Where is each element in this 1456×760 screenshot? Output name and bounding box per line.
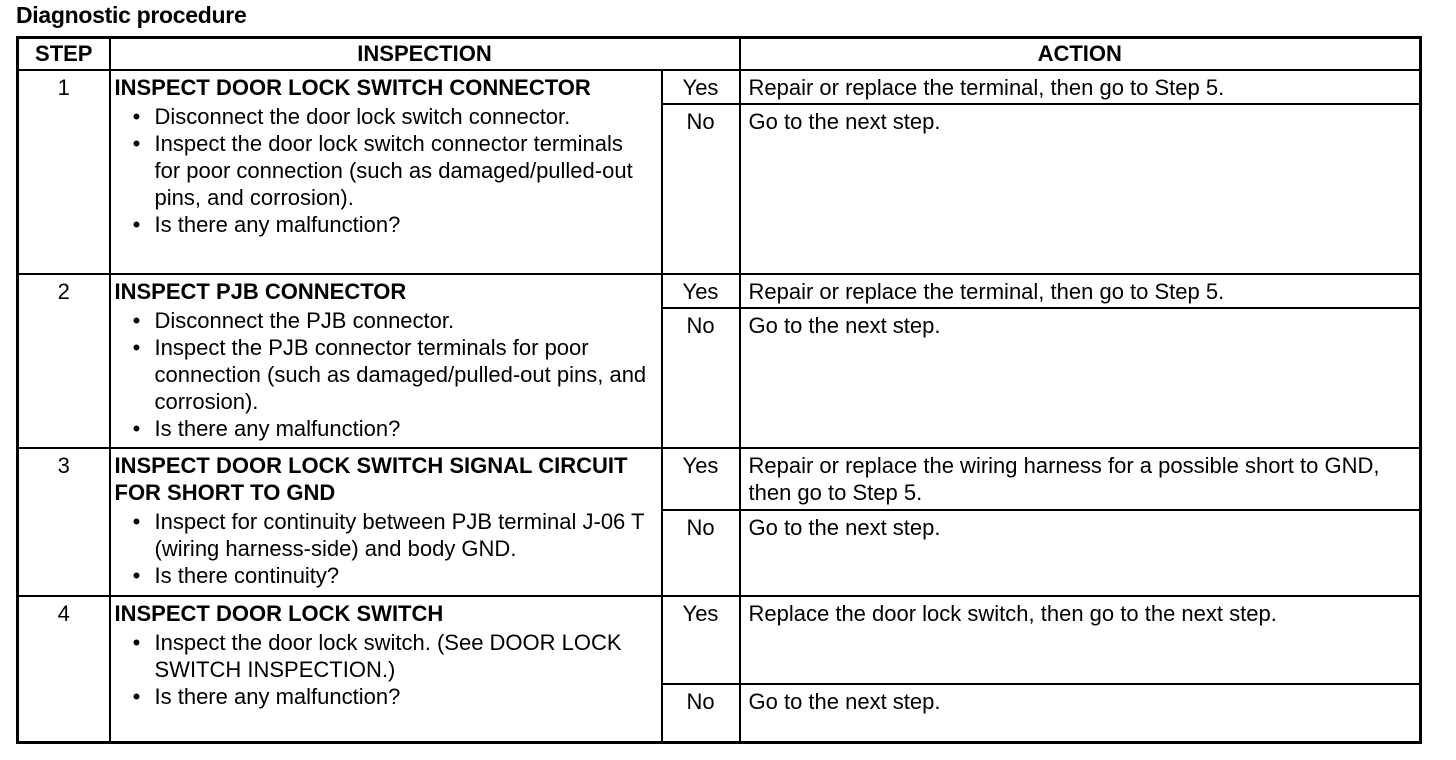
inspection-item: • Inspect for continuity between PJB terminal J-06 T (wiring harness-side) and body GND. xyxy=(127,508,651,562)
inspection-title: INSPECT DOOR LOCK SWITCH CONNECTOR xyxy=(114,75,591,100)
inspection-list xyxy=(115,307,651,442)
bullet-icon: • xyxy=(132,131,141,156)
inspection-list xyxy=(115,103,651,238)
step-number: 1 xyxy=(18,70,110,274)
inspection-title: INSPECT PJB CONNECTOR xyxy=(114,279,407,304)
bullet-icon: • xyxy=(132,684,141,709)
step-number: 2 xyxy=(18,274,110,448)
inspection-cell xyxy=(110,596,662,742)
inspection-cell xyxy=(110,274,662,448)
inspection-list xyxy=(115,629,651,710)
inspection-item: • Inspect the door lock switch connector terminals for poor connection (such as damaged/pulled-out pins, and corrosion). xyxy=(127,130,651,211)
yes-action: Repair or replace the terminal, then go to Step 5. xyxy=(740,70,1421,104)
yes-label: Yes xyxy=(662,448,740,510)
no-action: Go to the next step. xyxy=(740,684,1421,742)
step-4-yes-row xyxy=(18,596,1421,684)
bullet-icon: • xyxy=(132,630,141,655)
no-action: Go to the next step. xyxy=(740,104,1421,274)
diagnostic-procedure-table xyxy=(16,36,1422,744)
bullet-icon: • xyxy=(132,416,141,441)
inspection-item: • Is there any malfunction? xyxy=(127,211,651,238)
yes-action: Replace the door lock switch, then go to the next step. xyxy=(740,596,1421,684)
no-label: No xyxy=(662,104,740,274)
bullet-icon: • xyxy=(132,335,141,360)
inspection-title: INSPECT DOOR LOCK SWITCH SIGNAL CIRCUIT FOR SHORT TO GND xyxy=(114,453,628,505)
no-label: No xyxy=(662,684,740,742)
bullet-icon: • xyxy=(132,308,141,333)
step-3-yes-row xyxy=(18,448,1421,510)
inspection-item: • Is there continuity? xyxy=(127,562,651,589)
header-action: ACTION xyxy=(740,38,1421,71)
yes-label: Yes xyxy=(662,596,740,684)
inspection-item: • Inspect the door lock switch. (See DOOR LOCK SWITCH INSPECTION.) xyxy=(127,629,651,683)
bullet-icon: • xyxy=(132,509,141,534)
yes-label: Yes xyxy=(662,274,740,308)
no-action: Go to the next step. xyxy=(740,510,1421,596)
inspection-list xyxy=(115,508,651,589)
bullet-icon: • xyxy=(132,104,141,129)
step-1-yes-row xyxy=(18,70,1421,104)
no-label: No xyxy=(662,510,740,596)
bullet-icon: • xyxy=(132,212,141,237)
inspection-item: • Disconnect the PJB connector. xyxy=(127,307,651,334)
inspection-title: INSPECT DOOR LOCK SWITCH xyxy=(114,601,444,626)
page-title: Diagnostic procedure xyxy=(16,2,247,28)
bullet-icon: • xyxy=(132,563,141,588)
step-number: 4 xyxy=(18,596,110,742)
header-row xyxy=(18,38,1421,71)
yes-label: Yes xyxy=(662,70,740,104)
inspection-item: • Is there any malfunction? xyxy=(127,415,651,442)
no-action: Go to the next step. xyxy=(740,308,1421,448)
yes-action: Repair or replace the terminal, then go to Step 5. xyxy=(740,274,1421,308)
header-inspection: INSPECTION xyxy=(110,38,740,71)
no-label: No xyxy=(662,308,740,448)
inspection-item: • Disconnect the door lock switch connector. xyxy=(127,103,651,130)
inspection-item: • Is there any malfunction? xyxy=(127,683,651,710)
step-2-yes-row xyxy=(18,274,1421,308)
header-step: STEP xyxy=(18,38,110,71)
inspection-cell xyxy=(110,448,662,596)
inspection-item: • Inspect the PJB connector terminals for poor connection (such as damaged/pulled-out pins, and corrosion). xyxy=(127,334,651,415)
yes-action: Repair or replace the wiring harness for a possible short to GND, then go to Step 5. xyxy=(740,448,1421,510)
inspection-cell xyxy=(110,70,662,274)
step-number: 3 xyxy=(18,448,110,596)
